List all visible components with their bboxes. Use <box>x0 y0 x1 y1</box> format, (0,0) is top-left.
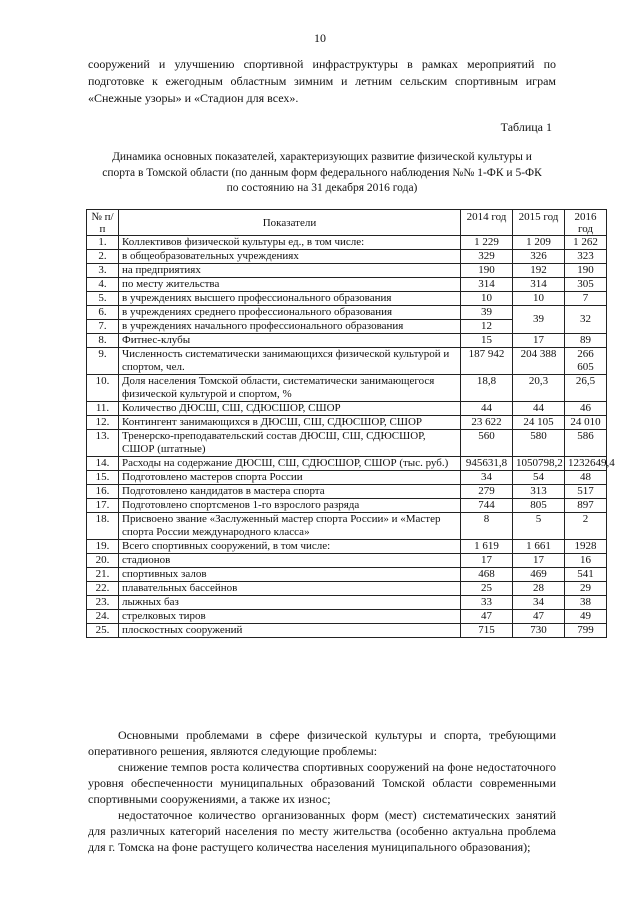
row-number: 7. <box>87 320 119 334</box>
paragraph: Основными проблемами в сфере физической культуры и спорта, требующими оперативного решения, являются следующие проблемы: <box>88 728 556 758</box>
table-row <box>87 375 607 402</box>
value-2014: 468 <box>461 568 513 582</box>
value-2016: 7 <box>565 292 607 306</box>
row-number: 13. <box>87 430 119 457</box>
value-2014: 187 942 <box>461 348 513 375</box>
value-2014: 23 622 <box>461 416 513 430</box>
value-2015: 54 <box>513 471 565 485</box>
header-year-2014: 2014 год <box>461 210 513 236</box>
row-indicator: в учреждениях начального профессионального образования <box>119 320 461 334</box>
value-2014: 25 <box>461 582 513 596</box>
table-row <box>87 306 607 320</box>
row-indicator: лыжных баз <box>119 596 461 610</box>
value-2014: 190 <box>461 264 513 278</box>
row-indicator: стрелковых тиров <box>119 610 461 624</box>
row-number: 16. <box>87 485 119 499</box>
row-number: 24. <box>87 610 119 624</box>
row-indicator: Контингент занимающихся в ДЮСШ, СШ, СДЮСШОР, СШОР <box>119 416 461 430</box>
table-row <box>87 499 607 513</box>
value-2016: 323 <box>565 250 607 264</box>
row-number: 25. <box>87 624 119 638</box>
value-2015: 44 <box>513 402 565 416</box>
row-number: 21. <box>87 568 119 582</box>
table-row <box>87 457 607 471</box>
row-indicator: по месту жительства <box>119 278 461 292</box>
value-2016: 190 <box>565 264 607 278</box>
table-title: Динамика основных показателей, характеризующих развитие физической культуры и спорта в Томской области (по данным форм федерального наблюдения №№ 1-ФК и 5-ФК по состоянию на 31 декабря 2016 года) <box>102 151 542 194</box>
row-indicator: Коллективов физической культуры ед., в том числе: <box>119 236 461 250</box>
table-row <box>87 402 607 416</box>
value-2014: 15 <box>461 334 513 348</box>
value-2015: 20,3 <box>513 375 565 402</box>
row-number: 10. <box>87 375 119 402</box>
value-2014: 44 <box>461 402 513 416</box>
statistics-table <box>86 209 615 638</box>
value-2016: 541 <box>565 568 607 582</box>
value-2015: 469 <box>513 568 565 582</box>
value-2016: 48 <box>565 471 607 485</box>
row-number: 15. <box>87 471 119 485</box>
table-header-row <box>87 210 607 236</box>
row-indicator: Количество ДЮСШ, СШ, СДЮСШОР, СШОР <box>119 402 461 416</box>
row-number: 17. <box>87 499 119 513</box>
value-2016: 29 <box>565 582 607 596</box>
value-2016: 2 <box>565 513 607 540</box>
intro-paragraph: сооружений и улучшению спортивной инфраструктуры в рамках мероприятий по подготовке к ежегодным областным зимним и летним сельским спортивным играм «Снежные узоры» и «Стадион для всех». <box>88 57 556 105</box>
value-2016: 305 <box>565 278 607 292</box>
table-row <box>87 264 607 278</box>
value-2015: 34 <box>513 596 565 610</box>
row-indicator: плавательных бассейнов <box>119 582 461 596</box>
row-indicator: Присвоено звание «Заслуженный мастер спорта России» и «Мастер спорта России международного класса» <box>119 513 461 540</box>
row-number: 9. <box>87 348 119 375</box>
table-row <box>87 513 607 540</box>
value-2016: 799 <box>565 624 607 638</box>
table-row <box>87 236 607 250</box>
value-2015: 1 209 <box>513 236 565 250</box>
row-indicator: Тренерско-преподавательский состав ДЮСШ, СШ, СДЮСШОР, СШОР (штатные) <box>119 430 461 457</box>
table-row <box>87 348 607 375</box>
row-indicator: Расходы на содержание ДЮСШ, СШ, СДЮСШОР, СШОР (тыс. руб.) <box>119 457 461 471</box>
value-2016: 32 <box>565 306 607 334</box>
table-row <box>87 485 607 499</box>
value-2015: 17 <box>513 334 565 348</box>
value-2016: 1928 <box>565 540 607 554</box>
value-2014: 560 <box>461 430 513 457</box>
row-number: 20. <box>87 554 119 568</box>
table-row <box>87 582 607 596</box>
header-year-2015: 2015 год <box>513 210 565 236</box>
value-2014: 39 <box>461 306 513 320</box>
table-row <box>87 416 607 430</box>
row-number: 5. <box>87 292 119 306</box>
value-2016: 16 <box>565 554 607 568</box>
value-2016: 266 605 <box>565 348 607 375</box>
body-text <box>88 727 556 855</box>
value-2015: 47 <box>513 610 565 624</box>
table-row <box>87 568 607 582</box>
row-number: 11. <box>87 402 119 416</box>
row-number: 2. <box>87 250 119 264</box>
table-body <box>87 236 615 638</box>
value-2015: 730 <box>513 624 565 638</box>
row-number: 6. <box>87 306 119 320</box>
value-2015: 28 <box>513 582 565 596</box>
row-indicator: в учреждениях высшего профессионального образования <box>119 292 461 306</box>
value-2014: 1 229 <box>461 236 513 250</box>
table-row <box>87 554 607 568</box>
header-indicator: Показатели <box>119 210 461 236</box>
table-row <box>87 596 607 610</box>
value-2014: 329 <box>461 250 513 264</box>
row-number: 22. <box>87 582 119 596</box>
row-indicator: спортивных залов <box>119 568 461 582</box>
row-indicator: Доля населения Томской области, систематически занимающегося физической культурой и спортом, % <box>119 375 461 402</box>
value-2015: 580 <box>513 430 565 457</box>
value-2016: 517 <box>565 485 607 499</box>
paragraph: недостаточное количество организованных форм (мест) систематических занятий для различных категорий населения по месту жительства (особенно актуальна проблема для г. Томска на фоне растущего количества населения муниципального образования); <box>88 808 556 854</box>
value-2016: 89 <box>565 334 607 348</box>
value-2015: 24 105 <box>513 416 565 430</box>
value-2014: 314 <box>461 278 513 292</box>
row-indicator: Фитнес-клубы <box>119 334 461 348</box>
row-number: 23. <box>87 596 119 610</box>
row-indicator: на предприятиях <box>119 264 461 278</box>
row-indicator: Подготовлено спортсменов 1-го взрослого разряда <box>119 499 461 513</box>
value-2015: 314 <box>513 278 565 292</box>
row-number: 18. <box>87 513 119 540</box>
table-row <box>87 250 607 264</box>
table-row <box>87 471 607 485</box>
row-indicator: в общеобразовательных учреждениях <box>119 250 461 264</box>
value-2016: 897 <box>565 499 607 513</box>
value-2014: 744 <box>461 499 513 513</box>
value-2016: 1232649,4 <box>565 457 607 471</box>
value-2016: 24 010 <box>565 416 607 430</box>
value-2016: 1 262 <box>565 236 607 250</box>
value-2014: 33 <box>461 596 513 610</box>
value-2015: 10 <box>513 292 565 306</box>
row-number: 4. <box>87 278 119 292</box>
table-row <box>87 334 607 348</box>
value-2014: 18,8 <box>461 375 513 402</box>
header-year-2016: 2016 год <box>565 210 607 236</box>
value-2015: 39 <box>513 306 565 334</box>
value-2014: 279 <box>461 485 513 499</box>
table-row <box>87 430 607 457</box>
value-2015: 326 <box>513 250 565 264</box>
table-row <box>87 292 607 306</box>
row-number: 14. <box>87 457 119 471</box>
value-2015: 1050798,2 <box>513 457 565 471</box>
value-2014: 1 619 <box>461 540 513 554</box>
table-row <box>87 610 607 624</box>
table-row <box>87 624 607 638</box>
value-2014: 12 <box>461 320 513 334</box>
row-number: 1. <box>87 236 119 250</box>
row-number: 3. <box>87 264 119 278</box>
table-row <box>87 278 607 292</box>
row-indicator: Численность систематически занимающихся физической культурой и спортом, чел. <box>119 348 461 375</box>
row-indicator: Всего спортивных сооружений, в том числе: <box>119 540 461 554</box>
value-2016: 46 <box>565 402 607 416</box>
value-2015: 805 <box>513 499 565 513</box>
row-indicator: Подготовлено мастеров спорта России <box>119 471 461 485</box>
row-number: 8. <box>87 334 119 348</box>
value-2015: 192 <box>513 264 565 278</box>
value-2014: 8 <box>461 513 513 540</box>
value-2014: 945631,8 <box>461 457 513 471</box>
row-number: 19. <box>87 540 119 554</box>
row-number: 12. <box>87 416 119 430</box>
page-number: 10 <box>314 31 326 45</box>
paragraph: снижение темпов роста количества спортивных сооружений на фоне недостаточного уровня обеспеченности муниципальных образований Томской области современными спортивными сооружениями, а также их износ; <box>88 760 556 806</box>
value-2014: 715 <box>461 624 513 638</box>
table-row <box>87 540 607 554</box>
value-2014: 17 <box>461 554 513 568</box>
value-2015: 313 <box>513 485 565 499</box>
table-label: Таблица 1 <box>500 120 552 134</box>
header-num: № п/п <box>87 210 119 236</box>
value-2016: 586 <box>565 430 607 457</box>
row-indicator: Подготовлено кандидатов в мастера спорта <box>119 485 461 499</box>
value-2014: 10 <box>461 292 513 306</box>
row-indicator: стадионов <box>119 554 461 568</box>
value-2015: 1 661 <box>513 540 565 554</box>
value-2015: 5 <box>513 513 565 540</box>
value-2015: 17 <box>513 554 565 568</box>
value-2014: 34 <box>461 471 513 485</box>
row-indicator: плоскостных сооружений <box>119 624 461 638</box>
value-2015: 204 388 <box>513 348 565 375</box>
value-2016: 38 <box>565 596 607 610</box>
row-indicator: в учреждениях среднего профессионального образования <box>119 306 461 320</box>
value-2016: 26,5 <box>565 375 607 402</box>
value-2014: 47 <box>461 610 513 624</box>
value-2016: 49 <box>565 610 607 624</box>
